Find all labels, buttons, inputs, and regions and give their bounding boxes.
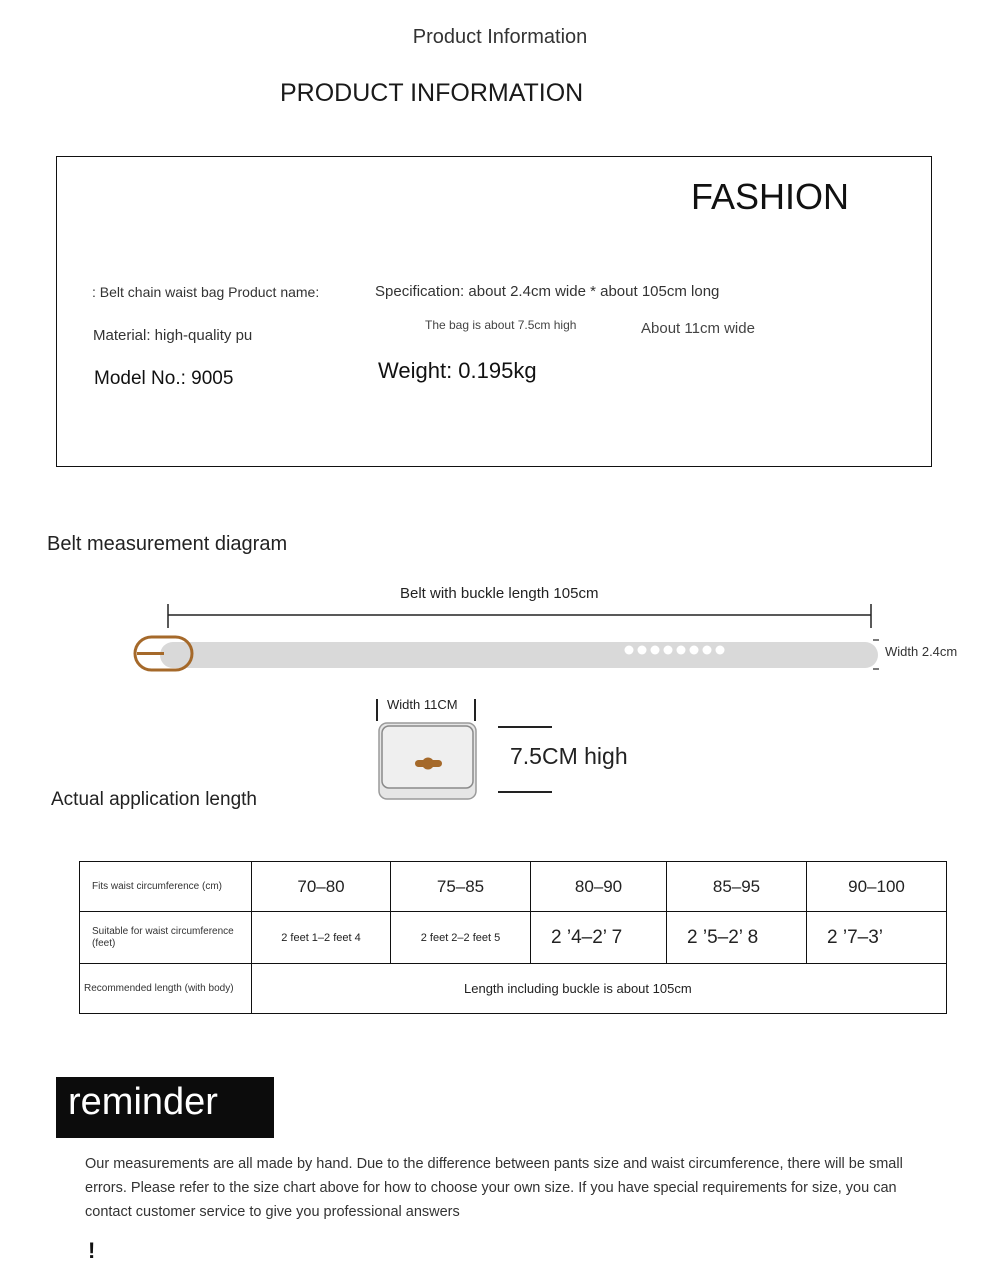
belt-hole xyxy=(625,646,634,655)
table-cell: 2 feet 2–2 feet 5 xyxy=(391,912,531,964)
bag-height-label: 7.5CM high xyxy=(510,743,628,769)
exclamation-mark: ! xyxy=(88,1238,96,1263)
material: Material: high-quality pu xyxy=(93,327,253,344)
fashion-tag: FASHION xyxy=(691,176,850,217)
table-row xyxy=(80,912,947,964)
belt-hole xyxy=(664,646,673,655)
reminder-title: reminder xyxy=(68,1081,218,1123)
belt-width-label: Width 2.4cm xyxy=(885,644,958,659)
table-cell: 2 ’5–2’ 8 xyxy=(667,912,807,964)
table-cell: 2 feet 1–2 feet 4 xyxy=(252,912,391,964)
belt-hole xyxy=(703,646,712,655)
row-label: Recommended length (with body) xyxy=(80,964,252,1014)
belt-hole xyxy=(651,646,660,655)
belt-hole xyxy=(690,646,699,655)
belt-hole xyxy=(677,646,686,655)
belt-length-label: Belt with buckle length 105cm xyxy=(400,585,599,602)
diagram-heading: Belt measurement diagram xyxy=(47,533,288,555)
row-label: Fits waist circumference (cm) xyxy=(80,862,252,912)
bag-height-note: The bag is about 7.5cm high xyxy=(425,318,577,332)
product-name: : Belt chain waist bag Product name: xyxy=(92,284,320,300)
table-cell: 80–90 xyxy=(531,862,667,912)
table-cell: 2 ’7–3’ xyxy=(807,912,947,964)
model-number: Model No.: 9005 xyxy=(94,368,234,389)
belt-hole xyxy=(638,646,647,655)
table-cell: 70–80 xyxy=(252,862,391,912)
reminder-text: Our measurements are all made by hand. Due to the difference between pants size and waist circumference, there will be small errors. Please refer to the size chart above for how to choose your own size. If you have special requirements for size, you can contact customer service to give you professional answers xyxy=(85,1156,903,1220)
page-title: Product Information xyxy=(412,26,588,48)
table-cell: 85–95 xyxy=(667,862,807,912)
table-cell: Length including buckle is about 105cm xyxy=(252,964,947,1014)
weight: Weight: 0.195kg xyxy=(378,358,537,383)
section-heading: PRODUCT INFORMATION xyxy=(280,79,584,107)
bag-icon xyxy=(379,723,476,799)
table-row xyxy=(80,862,947,912)
table-cell: 2 ’4–2’ 7 xyxy=(531,912,667,964)
belt-hole xyxy=(716,646,725,655)
bag-width-label: Width 11CM xyxy=(387,697,458,712)
table-row xyxy=(80,964,947,1014)
size-chart-table xyxy=(79,861,947,1014)
size-chart-heading: Actual application length xyxy=(51,789,257,810)
belt-strap xyxy=(160,642,878,668)
bag-width-note: About 11cm wide xyxy=(641,320,755,337)
table-cell: 90–100 xyxy=(807,862,947,912)
specification: Specification: about 2.4cm wide * about 105cm long xyxy=(375,283,720,300)
row-label: Suitable for waist circumference (feet) xyxy=(80,912,252,964)
table-cell: 75–85 xyxy=(391,862,531,912)
